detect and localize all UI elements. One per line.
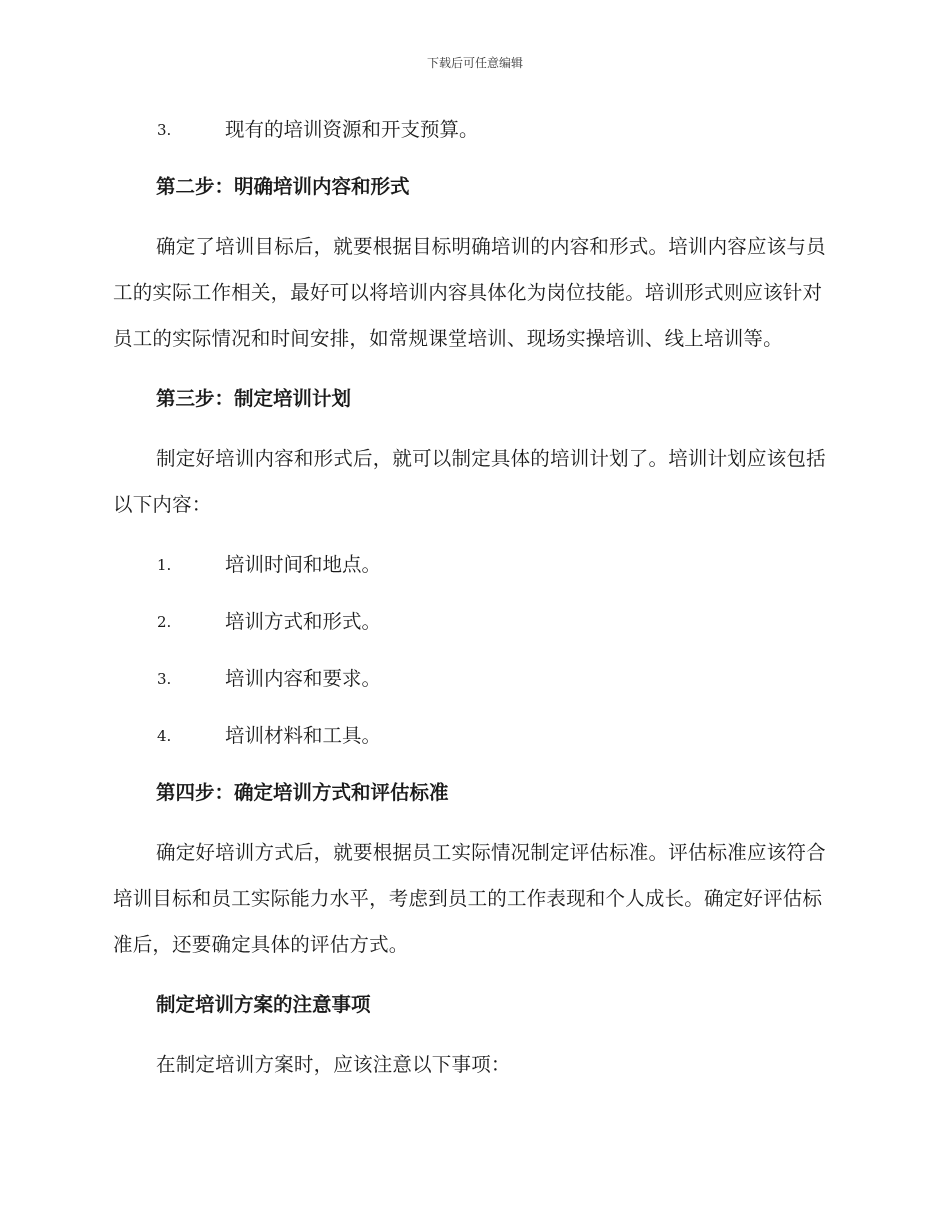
list-text: 培训材料和工具。 (225, 724, 382, 747)
section-heading-step3: 第三步：制定培训计划 (156, 387, 352, 410)
section-heading-step4: 第四步：确定培训方式和评估标准 (156, 781, 449, 804)
list-text: 培训内容和要求。 (225, 667, 382, 690)
list-text: 培训时间和地点。 (225, 553, 382, 576)
page-header: 下载后可任意编辑 (426, 56, 523, 70)
list-item (113, 545, 838, 585)
list-number: 4. (157, 727, 172, 745)
list-number: 3. (157, 121, 172, 139)
section-heading-step2: 第二步：明确培训内容和形式 (156, 175, 410, 198)
list-number: 2. (157, 613, 172, 631)
paragraph-step3: 制定好培训内容和形式后，就可以制定具体的培训计划了。培训计划应该包括以下内容： (113, 447, 826, 516)
list-number: 1. (157, 556, 172, 574)
document-body (113, 110, 838, 1105)
list-text: 现有的培训资源和开支预算。 (225, 118, 479, 141)
list-item (113, 602, 838, 642)
paragraph-step4: 确定好培训方式后，就要根据员工实际情况制定评估标准。评估标准应该符合培训目标和员工实际能力水平，考虑到员工的工作表现和个人成长。确定好评估标准后，还要确定具体的评估方式。 (113, 841, 826, 956)
section-heading-notes: 制定培训方案的注意事项 (156, 993, 371, 1016)
list-item (113, 110, 838, 150)
list-item (113, 659, 838, 699)
list-text: 培训方式和形式。 (225, 610, 382, 633)
list-number: 3. (157, 670, 172, 688)
paragraph-notes: 在制定培训方案时，应该注意以下事项： (156, 1053, 511, 1076)
paragraph-step2: 确定了培训目标后，就要根据目标明确培训的内容和形式。培训内容应该与员工的实际工作相关，最好可以将培训内容具体化为岗位技能。培训形式则应该针对员工的实际情况和时间安排，如常规课堂培训、现场实操培训、线上培训等。 (113, 235, 826, 350)
list-item (113, 716, 838, 756)
